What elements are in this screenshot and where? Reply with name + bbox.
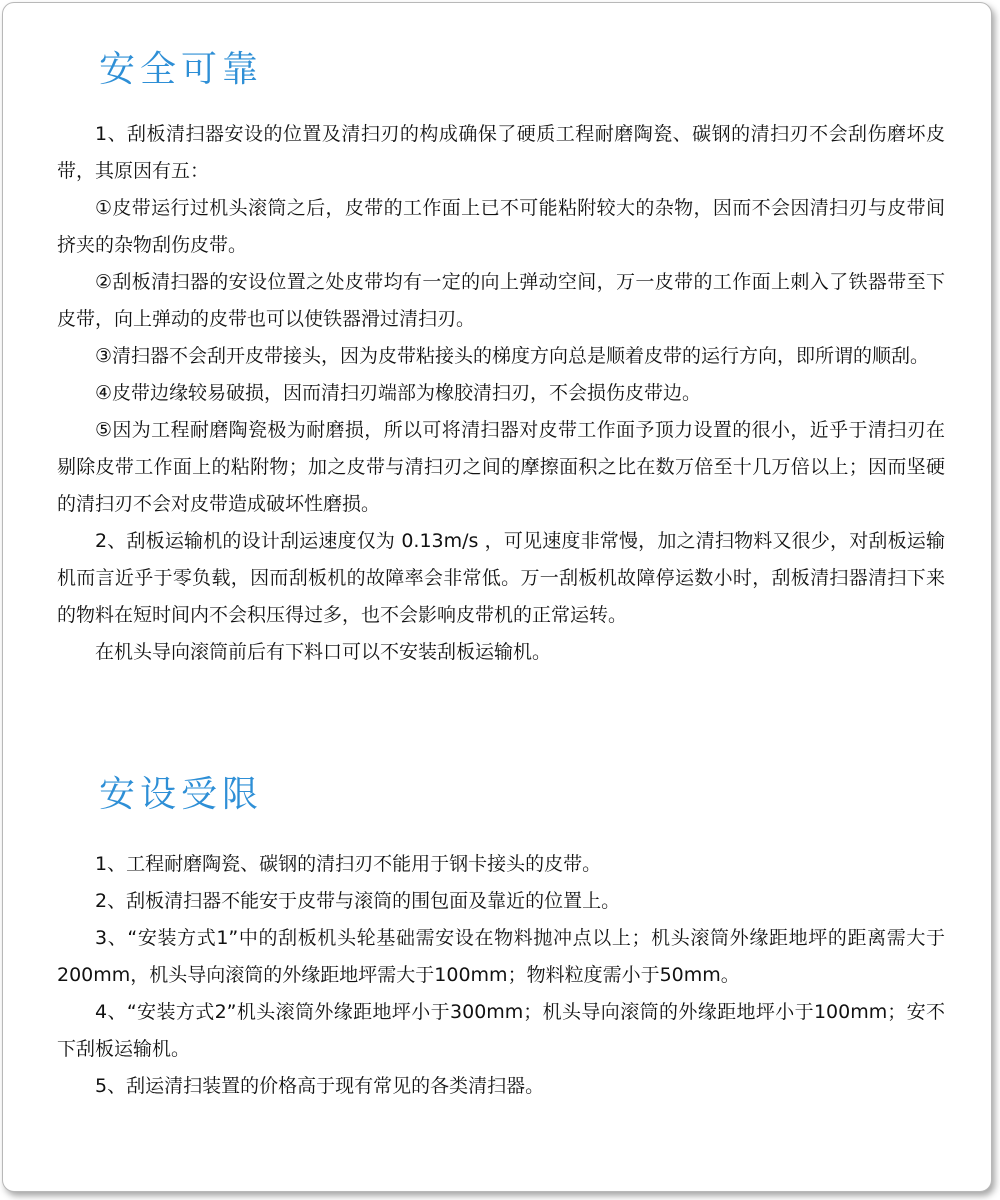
section-title-limits: 安设受限 [99,774,264,815]
paragraph-safety-note: 在机头导向滚筒前后有下料口可以不安装刮板运输机。 [95,641,552,663]
paragraph-safety-reason-3: ③清扫器不会刮开皮带接头，因为皮带粘接头的梯度方向总是顺着皮带的运行方向，即所谓的顺刮。 [95,345,930,367]
paragraph-limits-1: 1、工程耐磨陶瓷、碳钢的清扫刃不能用于钢卡接头的皮带。 [95,853,602,875]
paragraph-limits-4: 4、“安装方式2”机头滚筒外缘距地坪小于300mm；机头导向滚筒的外缘距地坪小于100mm；安不下刮板运输机。 [57,1001,945,1060]
section-body-safety [57,116,945,671]
paragraph-safety-reason-5: ⑤因为工程耐磨陶瓷极为耐磨损，所以可将清扫器对皮带工作面予顶力设置的很小，近乎于清扫刃在剔除皮带工作面上的粘附物；加之皮带与清扫刃之间的摩擦面积之比在数万倍至十几万倍以上；因而坚硬的清扫刃不会对皮带造成破坏性磨损。 [57,419,945,515]
section-title-safety: 安全可靠 [99,49,264,90]
paragraph-safety-2: 2、刮板运输机的设计刮运速度仅为 0.13m/s ，可见速度非常慢，加之清扫物料又很少，对刮板运输机而言近乎于零负载，因而刮板机的故障率会非常低。万一刮板机故障停运数小时，刮板清扫器清扫下来的物料在短时间内不会积压得过多，也不会影响皮带机的正常运转。 [57,530,945,626]
paragraph-safety-1: 1、刮板清扫器安设的位置及清扫刃的构成确保了硬质工程耐磨陶瓷、碳钢的清扫刃不会刮伤磨坏皮带，其原因有五： [57,123,945,182]
paragraph-safety-reason-4: ④皮带边缘较易破损，因而清扫刃端部为橡胶清扫刃，不会损伤皮带边。 [95,382,702,404]
paragraph-limits-2: 2、刮板清扫器不能安于皮带与滚筒的围包面及靠近的位置上。 [95,890,621,912]
paragraph-safety-reason-1: ①皮带运行过机头滚筒之后，皮带的工作面上已不可能粘附较大的杂物，因而不会因清扫刃与皮带间挤夹的杂物刮伤皮带。 [57,197,945,256]
document-panel [2,2,992,1192]
paragraph-limits-3: 3、“安装方式1”中的刮板机头轮基础需安设在物料抛冲点以上；机头滚筒外缘距地坪的距离需大于200mm，机头导向滚筒的外缘距地坪需大于100mm；物料粒度需小于50mm。 [57,927,945,986]
section-body-limits [57,846,945,1105]
paragraph-safety-reason-2: ②刮板清扫器的安设位置之处皮带均有一定的向上弹动空间，万一皮带的工作面上刺入了铁器带至下皮带，向上弹动的皮带也可以使铁器滑过清扫刃。 [57,271,945,330]
paragraph-limits-5: 5、刮运清扫装置的价格高于现有常见的各类清扫器。 [95,1075,545,1097]
